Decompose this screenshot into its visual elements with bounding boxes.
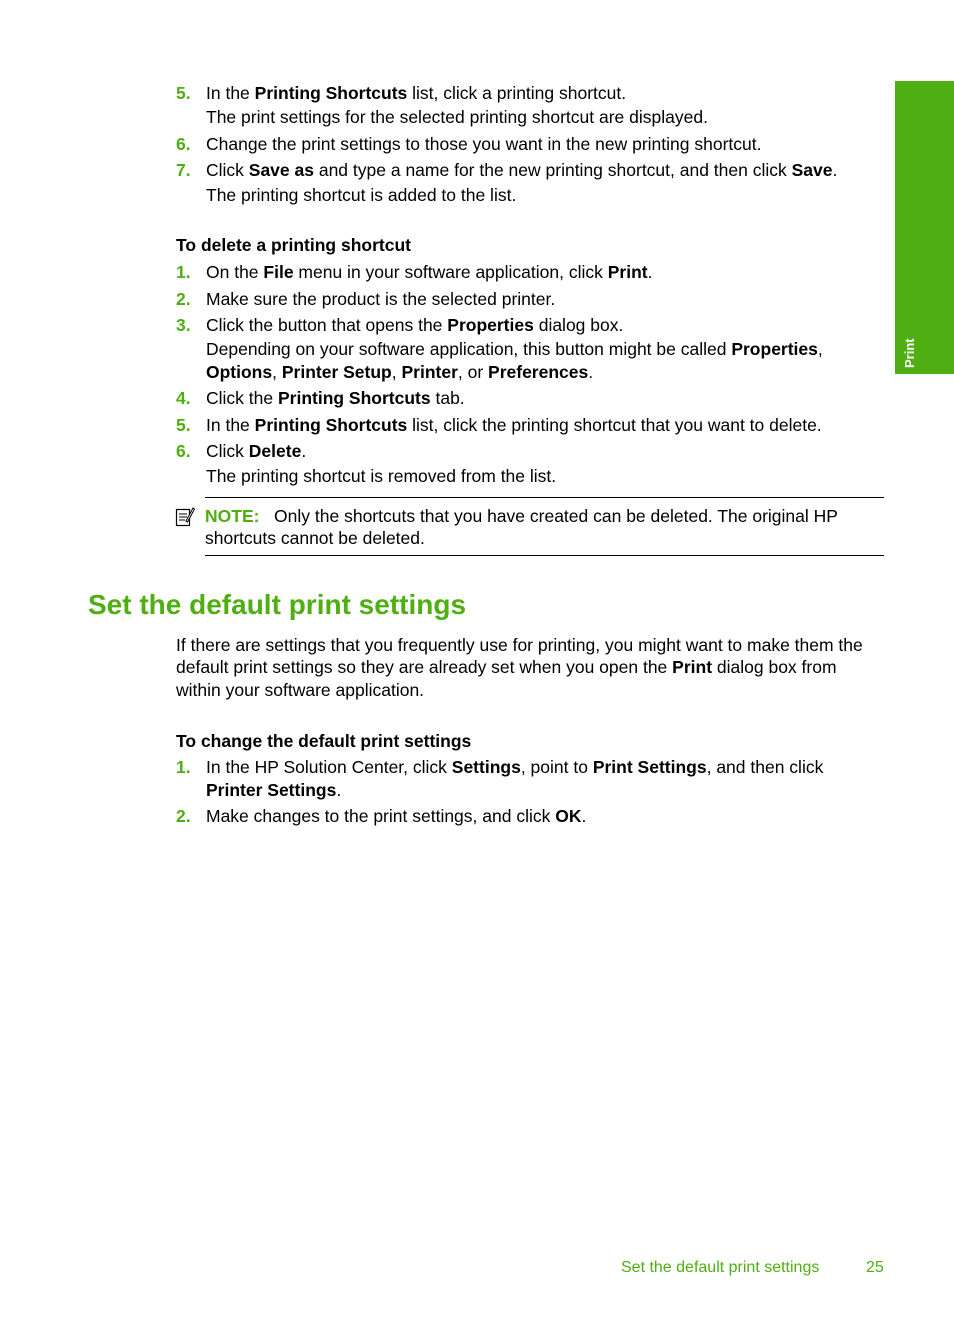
section-title: Set the default print settings	[88, 589, 467, 620]
step-number: 6.	[176, 441, 191, 461]
step-subtext: Options, Printer Setup, Printer, or Preferences.	[206, 362, 594, 382]
change-heading: To change the default print settings	[176, 731, 472, 751]
note-top-rule	[205, 497, 884, 498]
side-tab-label: Print	[902, 338, 917, 368]
intro-line: If there are settings that you frequently use for printing, you might want to make them the	[176, 635, 863, 655]
step-text: Click the button that opens the Properties dialog box.	[206, 315, 624, 335]
step-text: Click the Printing Shortcuts tab.	[206, 388, 465, 408]
step-number: 3.	[176, 315, 191, 335]
step-subtext: The printing shortcut is removed from the list.	[206, 466, 557, 486]
note-label: NOTE:	[205, 506, 260, 526]
step-number: 4.	[176, 388, 191, 408]
step-text: Make sure the product is the selected printer.	[206, 289, 556, 309]
step-text: Make changes to the print settings, and click OK.	[206, 806, 587, 826]
step-number: 2.	[176, 806, 191, 826]
step-text: On the File menu in your software application, click Print.	[206, 262, 653, 282]
step-text: In the HP Solution Center, click Settings, point to Print Settings, and then click	[206, 757, 824, 777]
note-icon	[175, 506, 195, 528]
intro-line: default print settings so they are already set when you open the Print dialog box from	[176, 657, 837, 677]
step-text: Change the print settings to those you want in the new printing shortcut.	[206, 134, 762, 154]
footer-title: Set the default print settings	[621, 1259, 820, 1276]
step-text: Click Delete.	[206, 441, 307, 461]
step-text: In the Printing Shortcuts list, click a printing shortcut.	[206, 83, 627, 103]
step-number: 6.	[176, 134, 191, 154]
note-text-line2: shortcuts cannot be deleted.	[205, 528, 425, 548]
step-number: 1.	[176, 262, 191, 282]
step-number: 1.	[176, 757, 191, 777]
step-text: Click Save as and type a name for the new printing shortcut, and then click Save.	[206, 160, 838, 180]
step-subtext: The print settings for the selected printing shortcut are displayed.	[206, 107, 708, 127]
step-number: 5.	[176, 83, 191, 103]
step-number: 2.	[176, 289, 191, 309]
step-subtext: Depending on your software application, this button might be called Properties,	[206, 339, 823, 359]
step-number: 7.	[176, 160, 191, 180]
note-bottom-rule	[205, 555, 884, 556]
step-number: 5.	[176, 415, 191, 435]
step-subtext: Printer Settings.	[206, 780, 342, 800]
delete-heading: To delete a printing shortcut	[176, 235, 411, 255]
page-number: 25	[866, 1259, 884, 1276]
step-subtext: The printing shortcut is added to the list.	[206, 185, 517, 205]
intro-line: within your software application.	[176, 680, 425, 700]
step-text: In the Printing Shortcuts list, click the printing shortcut that you want to delete.	[206, 415, 822, 435]
note-text: NOTE: Only the shortcuts that you have created can be deleted. The original HP	[205, 506, 838, 526]
